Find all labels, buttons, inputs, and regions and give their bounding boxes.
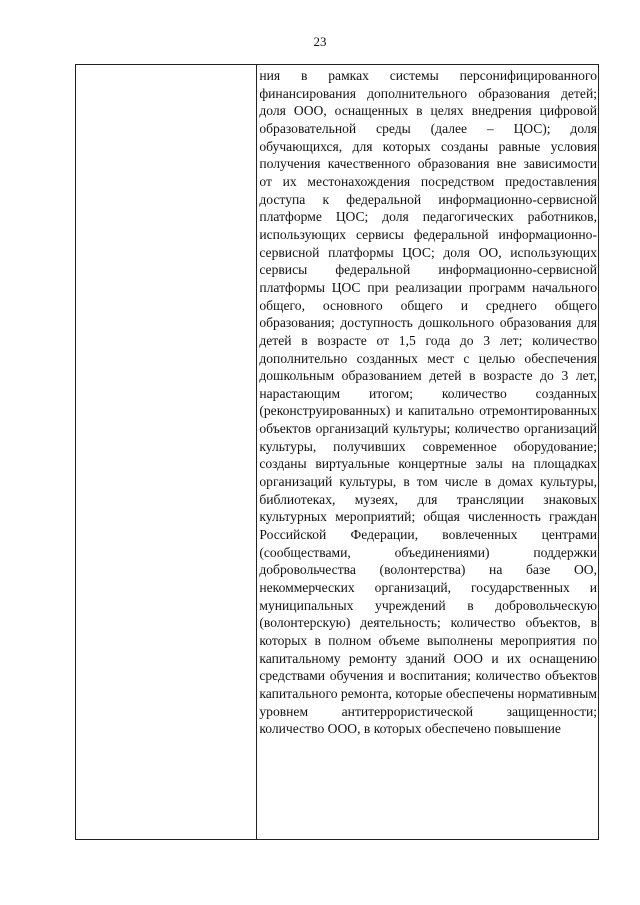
table-row bbox=[76, 65, 599, 840]
indicators-text: ния в рамках системы персонифицированного финансирования дополнительного образования детей; доля ООО, оснащенных в целях внедрения цифровой образовательной среды (далее – ЦОС); доля обучающихся, для которых созданы равные условия получения качественного образования вне зависимости от их местонахождения посредством предоставления доступа к федеральной информационно-сервисной платформе ЦОС; доля педагогических работников, использующих сервисы федеральной информационно-сервисной платформы ЦОС; доля ОО, использующих сервисы федеральной информационно-сервисной платформы ЦОС при реализации программ начального общего, основного общего и среднего общего образования; доступность дошкольного образования для детей в возрасте от 1,5 года до 3 лет; количество дополнительно созданных мест с целью обеспечения дошкольным образованием детей в возрасте до 3 лет, нарастающим итогом; количество созданных (реконструированных) и капитально отремонтированных объектов организаций культуры; количество организаций культуры, получивших современное оборудование; созданы виртуальные концертные залы на площадках организаций культуры, в том числе в домах культуры, библиотеках, музеях, для трансляции знаковых культурных мероприятий; общая численность граждан Российской Федерации, вовлеченных центрами (сообществами, объединениями) поддержки добровольчества (волонтерства) на базе ОО, некоммерческих организаций, государственных и муниципальных учреждений в добровольческую (волонтерскую) деятельность; количество объектов, в которых в полном объеме выполнены мероприятия по капитальному ремонту зданий ООО и их оснащению средствами обучения и воспитания; количество объектов капитального ремонта, которые обеспечены нормативным уровнем антитеррористической защищенности; количество ООО, в которых обеспечено повышение bbox=[259, 68, 597, 737]
table-cell-right bbox=[257, 65, 599, 840]
table-cell-left bbox=[76, 65, 257, 840]
page-number: 23 bbox=[313, 34, 327, 49]
indicators-table bbox=[75, 64, 599, 840]
